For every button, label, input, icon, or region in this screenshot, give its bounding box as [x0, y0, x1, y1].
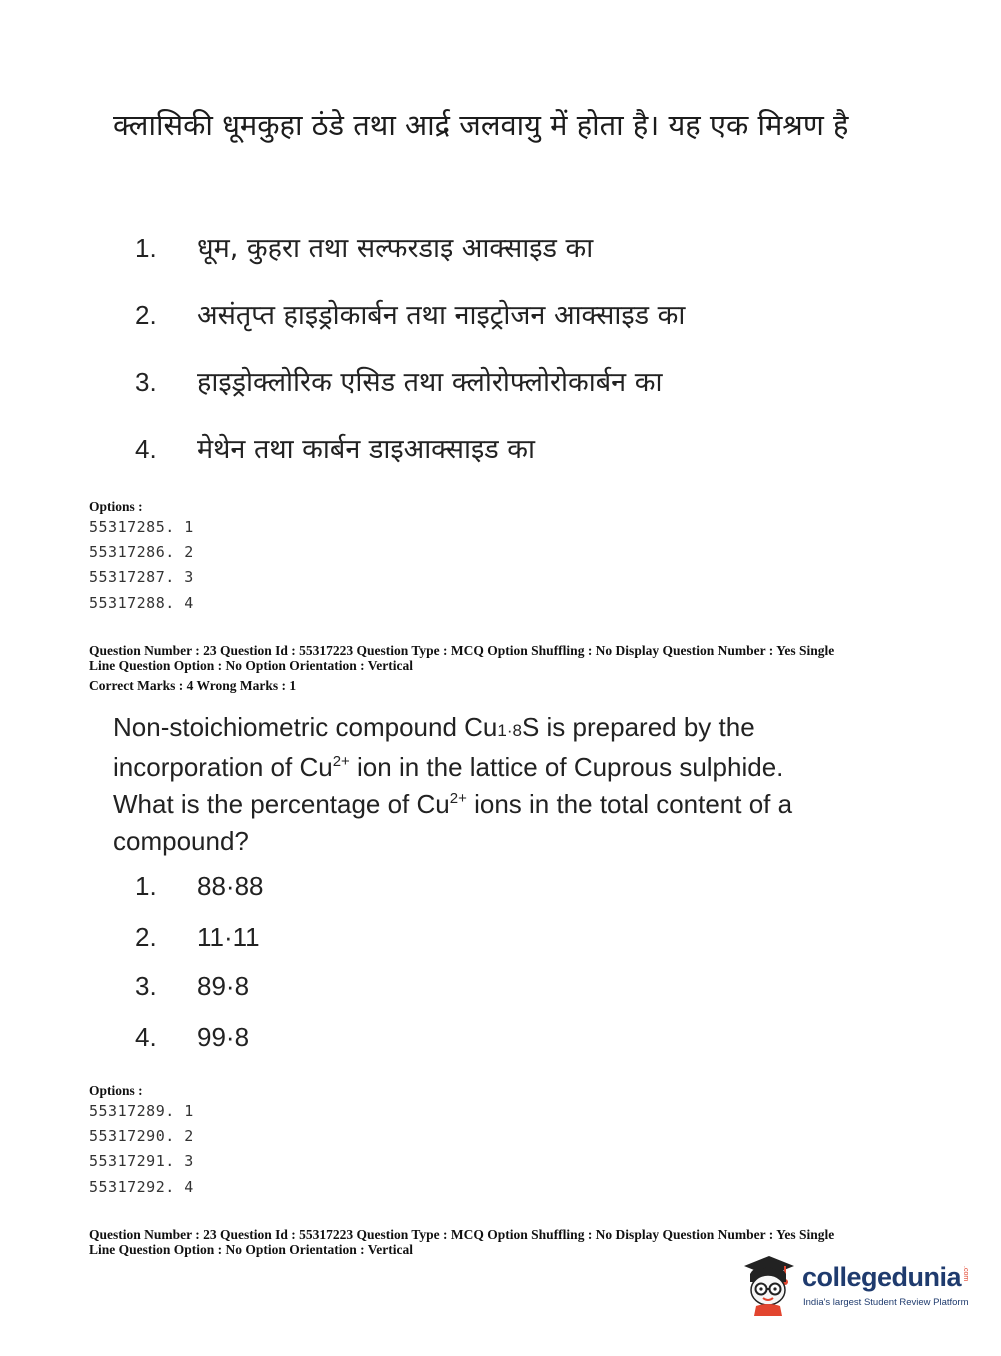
choice-text: 11·11 [197, 922, 260, 952]
question-stem-english [113, 709, 843, 860]
option-id: 55317286. 2 [89, 543, 194, 561]
student-mascot-icon [740, 1252, 798, 1316]
options-label: Options : [89, 1083, 143, 1098]
choice-3 [135, 362, 662, 399]
choice-2 [135, 922, 260, 953]
stem-subscript: 1·8 [497, 721, 522, 740]
choice-3 [135, 971, 249, 1002]
stem-superscript: 2+ [449, 790, 467, 807]
stem-superscript: 2+ [332, 753, 350, 770]
choice-number: 1. [135, 233, 157, 263]
choice-text: 99·8 [197, 1022, 250, 1052]
question-meta-line1: Question Number : 23 Question Id : 55317223 Question Type : MCQ Option Shuffling : No Display Question Number : Yes Single [89, 1227, 835, 1242]
question-meta-line2: Line Question Option : No Option Orientation : Vertical [89, 1242, 414, 1257]
choice-2 [135, 295, 685, 332]
choice-number: 2. [135, 922, 157, 952]
option-id: 55317288. 4 [89, 594, 194, 612]
choice-number: 3. [135, 367, 157, 397]
choice-number: 4. [135, 434, 157, 464]
option-id: 55317292. 4 [89, 1178, 194, 1196]
logo-suffix: .com [962, 1266, 969, 1282]
choice-number: 1. [135, 871, 157, 901]
choice-text: असंतृप्त हाइड्रोकार्बन तथा नाइट्रोजन आक्साइड का [197, 300, 686, 331]
choice-text: हाइड्रोक्लोरिक एसिड तथा क्लोरोफ्लोरोकार्बन का [197, 367, 663, 398]
choice-number: 2. [135, 300, 157, 330]
choice-number: 3. [135, 971, 157, 1001]
choice-4 [135, 429, 535, 466]
choice-text: धूम, कुहरा तथा सल्फरडाइ आक्साइड का [197, 233, 594, 264]
choice-4 [135, 1022, 249, 1053]
option-id: 55317291. 3 [89, 1152, 194, 1170]
stem-part: Non-stoichiometric compound Cu [113, 712, 498, 742]
choice-1 [135, 871, 264, 902]
option-id: 55317289. 1 [89, 1102, 194, 1120]
choice-text: मेथेन तथा कार्बन डाइआक्साइड का [197, 434, 535, 465]
logo-tagline: India's largest Student Review Platform [803, 1297, 969, 1308]
option-id: 55317287. 3 [89, 568, 194, 586]
logo-wordmark: collegedunia [802, 1262, 962, 1292]
choice-text: 88·88 [197, 871, 264, 901]
question-meta-line1: Question Number : 23 Question Id : 55317223 Question Type : MCQ Option Shuffling : No Display Question Number : Yes Single [89, 643, 835, 658]
choice-text: 89·8 [197, 971, 250, 1001]
question-marks: Correct Marks : 4 Wrong Marks : 1 [89, 678, 297, 693]
option-id: 55317290. 2 [89, 1127, 194, 1145]
stem-part: S is prepared by the incorporation of Cu [113, 712, 755, 782]
stem-part: ions in the total content of a compound? [113, 789, 793, 856]
question-meta-line2: Line Question Option : No Option Orientation : Vertical [89, 658, 414, 673]
choice-number: 4. [135, 1022, 157, 1052]
choice-1 [135, 228, 593, 265]
option-id: 55317285. 1 [89, 518, 194, 536]
stem-part: ion in the lattice of Cuprous sulphide. What is the percentage of Cu [113, 752, 784, 819]
question-stem-hindi: क्लासिकी धूमकुहा ठंडे तथा आर्द्र जलवायु में होता है। यह एक मिश्रण है [113, 108, 849, 142]
collegedunia-logo [740, 1250, 970, 1316]
options-label: Options : [89, 499, 143, 514]
